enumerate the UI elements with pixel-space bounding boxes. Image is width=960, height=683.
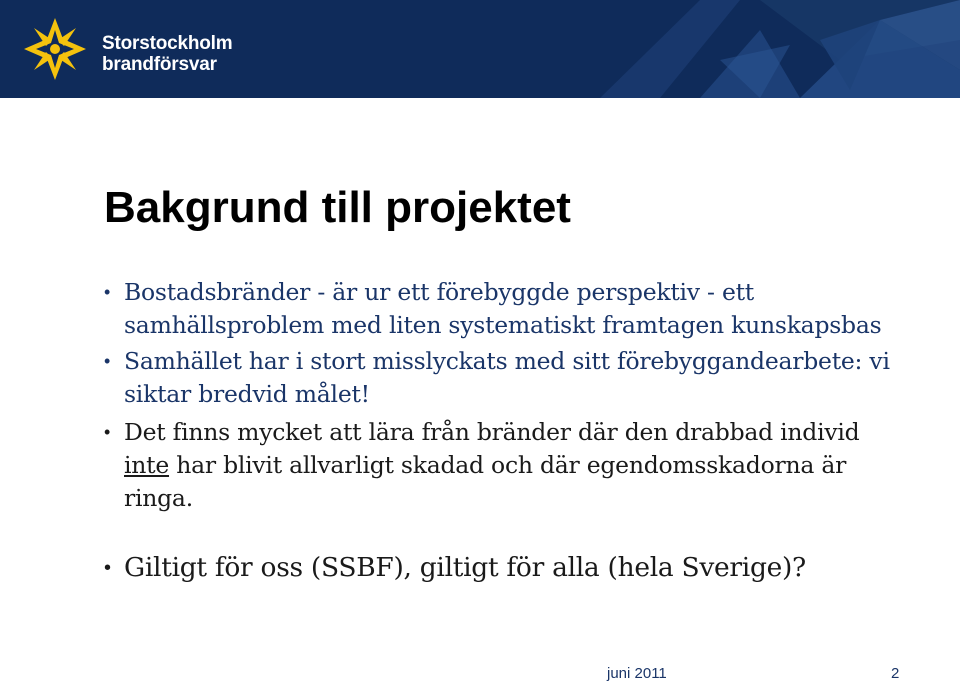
bullet-list xyxy=(104,276,904,586)
logo-wordmark xyxy=(102,33,232,75)
bullet-item: • Giltigt för oss (SSBF), giltigt för alla (hela Sverige)? xyxy=(104,550,904,586)
ssbf-star-logo-icon xyxy=(22,16,88,82)
bullet-emphasis: inte xyxy=(124,451,170,479)
bullet-item xyxy=(104,416,904,515)
logo-line-2: brandförsvar xyxy=(102,54,217,75)
bullet-item: • Samhället har i stort misslyckats med sitt förebyggandearbete: vi siktar bredvid målet! xyxy=(104,345,904,411)
page-number: 2 xyxy=(891,665,900,682)
slide-title: Bakgrund till projektet xyxy=(104,183,571,232)
bullet-item: • Bostadsbränder - är ur ett förebyggde perspektiv - ett samhällsproblem med liten systematiskt framtagen kunskapsbas xyxy=(104,276,904,342)
footer-date: juni 2011 xyxy=(607,665,667,682)
header-bar xyxy=(0,0,960,98)
logo-line-1: Storstockholm xyxy=(102,33,233,54)
bullet-text-part: har blivit allvarligt skadad och där egendomsskadorna är ringa. xyxy=(124,451,847,512)
bullet-text-part: Det finns mycket att lära från bränder där den drabbad individ xyxy=(124,418,860,446)
